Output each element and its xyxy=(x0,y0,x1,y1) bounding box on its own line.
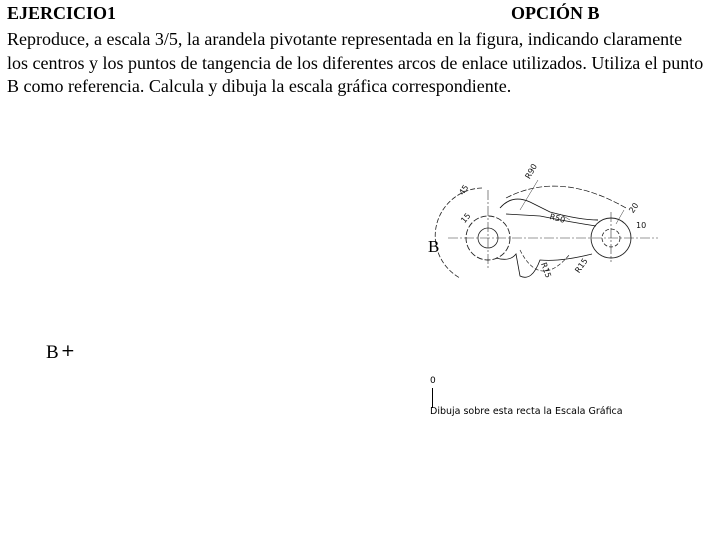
point-b-reference xyxy=(46,343,73,363)
washer-figure xyxy=(420,150,660,290)
dim-leader-r90 xyxy=(520,180,538,210)
scale-origin-tick xyxy=(432,388,433,408)
point-b-marker: + xyxy=(60,341,75,361)
dim-label-15: 15 xyxy=(459,211,473,225)
point-b-label: B xyxy=(46,342,59,363)
dim-label-r15-right: R15 xyxy=(573,256,590,275)
left-outer-arc xyxy=(435,188,482,278)
exercise-statement: Reproduce, a escala 3/5, la arandela pivotante representada en la figura, indicando claramente los centros y los puntos de tangencia de los diferentes arcos de enlace utilizados. Utiliza el punto B como referencia. Calcula y dibuja la escala gráfica correspondiente. xyxy=(7,29,704,96)
exercise-header xyxy=(7,3,707,25)
graphic-scale-area xyxy=(428,376,658,426)
dim-label-10: 10 xyxy=(636,221,647,230)
figure-point-b-label: B xyxy=(428,237,440,256)
dim-label-r90: R90 xyxy=(523,162,540,181)
washer-drawing xyxy=(420,150,660,290)
dim-label-20: 20 xyxy=(627,201,641,215)
dim-label-r50: R50 xyxy=(548,212,567,225)
dim-label-r15-lower: R15 xyxy=(538,261,553,280)
exercise-title: EJERCICIO1 xyxy=(7,3,117,23)
exercise-option: OPCIÓN B xyxy=(511,3,600,23)
scale-zero-label: 0 xyxy=(430,376,436,386)
scale-instruction: Dibuja sobre esta recta la Escala Gráfica xyxy=(430,406,623,417)
dim-label-45: 45 xyxy=(457,183,471,197)
arc-r90 xyxy=(506,186,626,208)
